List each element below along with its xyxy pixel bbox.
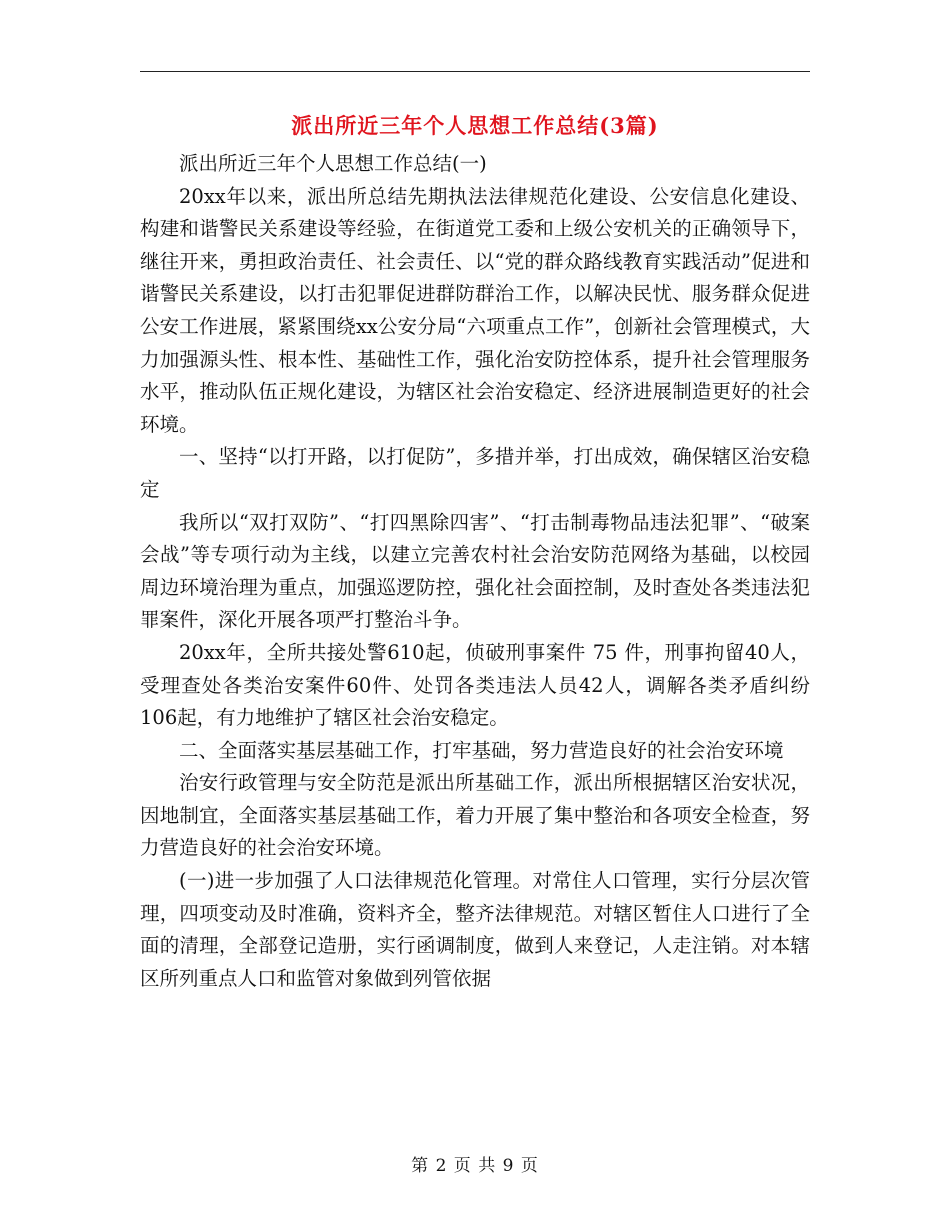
document-body bbox=[140, 148, 810, 995]
section-heading-2: 二、全面落实基层基础工作，打牢基础，努力营造良好的社会治安环境 bbox=[179, 738, 784, 762]
document-title: 派出所近三年个人思想工作总结(3篇) bbox=[291, 113, 659, 138]
page-number: 第 2 页 共 9 页 bbox=[411, 1156, 539, 1176]
subtitle-paragraph: 派出所近三年个人思想工作总结(一) bbox=[179, 152, 487, 175]
body-paragraph: 治安行政管理与安全防范是派出所基础工作，派出所根据辖区治安状况，因地制宜，全面落实基层基础工作，着力开展了集中整治和各项安全检查，努力营造良好的社会治安环境。 bbox=[140, 771, 810, 860]
section-heading-1: 一、坚持“以打开路，以打促防”，多措并举，打出成效，确保辖区治安稳定 bbox=[140, 445, 810, 501]
header-rule bbox=[140, 71, 810, 72]
statistics-paragraph: 20xx年，全所共接处警610起，侦破刑事案件 75 件，刑事拘留40人，受理查处各类治安案件60件、处罚各类违法人员42人，调解各类矛盾纠纷106起，有力地维护了辖区社会治安稳定。 bbox=[140, 640, 810, 730]
intro-paragraph: 20xx年以来，派出所总结先期执法法律规范化建设、公安信息化建设、构建和谐警民关系建设等经验，在街道党工委和上级公安机关的正确领导下，继往开来，勇担政治责任、社会责任、以“党的群众路线教育实践活动”促进和谐警民关系建设，以打击犯罪促进群防群治工作，以解决民忧、服务群众促进公安工作进展，紧紧围绕xx公安分局“六项重点工作”，创新社会管理模式，大力加强源头性、根本性、基础性工作，强化治安防控体系，提升社会管理服务水平，推动队伍正规化建设，为辖区社会治安稳定、经济进展制造更好的社会环境。 bbox=[140, 184, 810, 436]
body-paragraph: (一)进一步加强了人口法律规范化管理。对常住人口管理，实行分层次管理，四项变动及时准确，资料齐全，整齐法律规范。对辖区暂住人口进行了全面的清理，全部登记造册，实行函调制度，做到人来登记，人走注销。对本辖区所列重点人口和监管对象做到列管依据 bbox=[140, 869, 810, 990]
body-paragraph: 我所以“双打双防”、“打四黑除四害”、“打击制毒物品违法犯罪”、“破案会战”等专项行动为主线，以建立完善农村社会治安防范网络为基础，以校园周边环境治理为重点，加强巡逻防控，强化社会面控制，及时查处各类违法犯罪案件，深化开展各项严打整治斗争。 bbox=[140, 510, 810, 632]
